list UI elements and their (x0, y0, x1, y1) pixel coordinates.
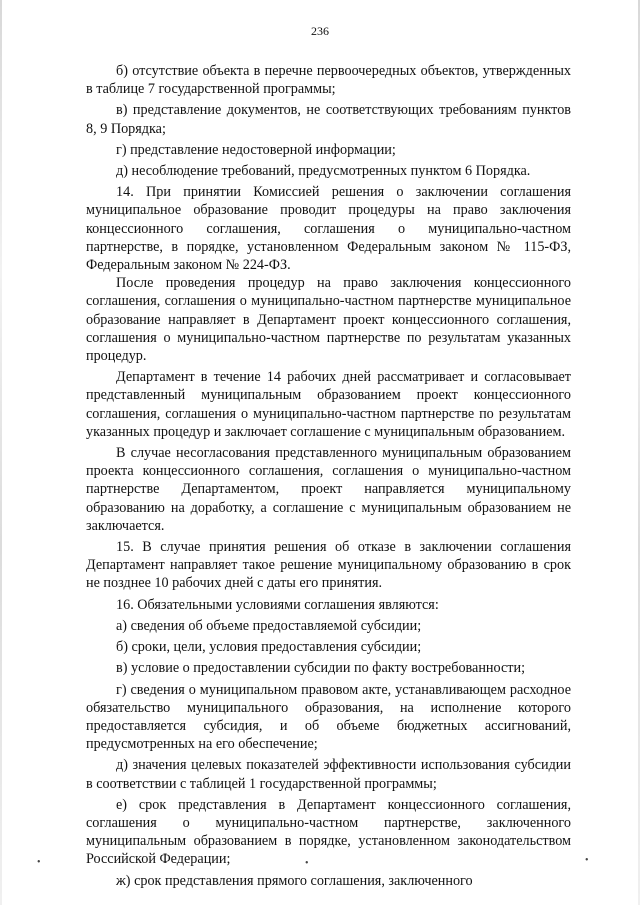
paragraph-d: д) несоблюдение требований, предусмотренных пунктом 6 Порядка. (116, 163, 531, 180)
paragraph-disagreement: В случае несогласования представленного муниципальным образованием проекта концессионного соглашения, соглашения о муниципально-частном партнерстве Департаментом, проект направляется муниципальному образованию на доработку, а соглашение с муниципальным образованием не заключается. (86, 445, 571, 534)
paragraph-b: б) отсутствие объекта в перечне первоочередных объектов, утвержденных в таблице 7 государственной программы; (86, 63, 571, 98)
paragraph-16: 16. Обязательными условиями соглашения являются: (116, 596, 439, 613)
scan-mark-left: • (37, 857, 41, 868)
scan-mark-center: • (305, 858, 309, 869)
paragraph-16-b: б) сроки, цели, условия предоставления субсидии; (116, 639, 422, 656)
paragraph-14: 14. При принятии Комиссией решения о заключении соглашения муниципальное образование проводит процедуры на право заключения концессионного соглашения, соглашения о муниципально-частном партнерстве, в порядке, установленном Федеральным законом № 115-ФЗ, Федеральным законом № 224-ФЗ. (86, 184, 571, 274)
paragraph-16-a: а) сведения об объеме предоставляемой субсидии; (116, 617, 422, 634)
paragraph-after-procedures: После проведения процедур на право заключения концессионного соглашения, соглашения о муниципально-частном партнерстве муниципальное образование направляет в Департамент проект концессионного соглашения, соглашения о муниципально-частном партнерстве по результатам указанных процедур. (86, 275, 571, 365)
scan-edge-left (0, 0, 2, 905)
document-body (86, 62, 571, 893)
paragraph-16-v: в) условие о предоставлении субсидии по факту востребованности; (116, 660, 526, 677)
paragraph-16-g: г) сведения о муниципальном правовом акте, устанавливающем расходное обязательство муниципального образования, на исполнение которого предоставляется субсидия, и об объеме бюджетных ассигнований, предусмотренных на его обеспечение; (86, 681, 571, 753)
paragraph-g: г) представление недостоверной информации; (116, 141, 396, 158)
paragraph-16-zh: ж) срок представления прямого соглашения, заключенного (116, 872, 473, 889)
scan-mark-right: • (585, 855, 589, 866)
paragraph-16-d: д) значения целевых показателей эффективности использования субсидии в соответствии с таблицей 1 государственной программы; (86, 757, 571, 792)
page-number: 236 (311, 24, 329, 38)
paragraph-department-review: Департамент в течение 14 рабочих дней рассматривает и согласовывает представленный муниципальным образованием проект концессионного соглашения, соглашения о муниципально-частном партнерстве по результатам указанных процедур и заключает соглашение с муниципальным образованием. (86, 369, 571, 440)
paragraph-v: в) представление документов, не соответствующих требованиям пунктов 8, 9 Порядка; (86, 102, 571, 137)
paragraph-15: 15. В случае принятия решения об отказе в заключении соглашения Департамент направляет такое решение муниципальному образованию в срок не позднее 10 рабочих дней с даты его принятия. (86, 539, 571, 592)
paragraph-16-e: е) срок представления в Департамент концессионного соглашения, соглашения о муниципально-частном партнерстве, заключенного муниципальным образованием в порядке, установленном законодательством Российской Федерации; (86, 796, 571, 868)
